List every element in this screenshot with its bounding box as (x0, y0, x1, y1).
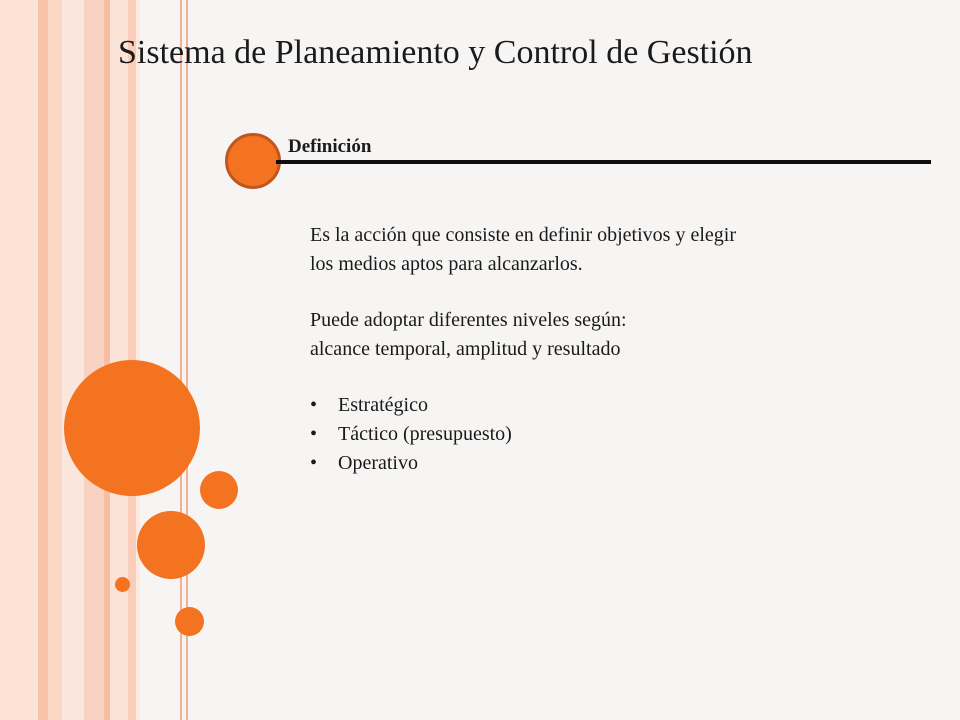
levels-intro-line: Puede adoptar diferentes niveles según: (310, 309, 627, 331)
definition-text (310, 221, 920, 279)
definition-line: los medios aptos para alcanzarlos. (310, 253, 583, 275)
levels-intro-line: alcance temporal, amplitud y resultado (310, 338, 621, 360)
list-item-label: Estratégico (338, 394, 428, 416)
bullet-icon: • (310, 423, 318, 445)
list-item (310, 420, 920, 449)
list-item (310, 449, 920, 478)
decor-circle (115, 577, 130, 592)
decor-stripe (84, 0, 104, 720)
decor-circle (200, 471, 238, 509)
decor-circle (137, 511, 205, 579)
decor-circle (64, 360, 200, 496)
bullet-icon: • (310, 394, 318, 416)
definition-line: Es la acción que consiste en definir objetivos y elegir (310, 224, 736, 246)
list-item (310, 391, 920, 420)
section-underline (276, 160, 931, 164)
levels-list (310, 391, 920, 478)
decor-stripe (62, 0, 84, 720)
list-item-label: Táctico (presupuesto) (338, 423, 512, 445)
bullet-icon: • (310, 452, 318, 474)
decor-stripe (0, 0, 38, 720)
section-marker-circle (225, 133, 281, 189)
decor-stripe (38, 0, 48, 720)
decor-stripe (48, 0, 62, 720)
slide-title: Sistema de Planeamiento y Control de Gestión (118, 34, 753, 71)
list-item-label: Operativo (338, 452, 418, 474)
slide-body (310, 221, 920, 478)
levels-intro-text (310, 306, 920, 364)
decor-circle (175, 607, 204, 636)
section-heading: Definición (288, 136, 372, 157)
